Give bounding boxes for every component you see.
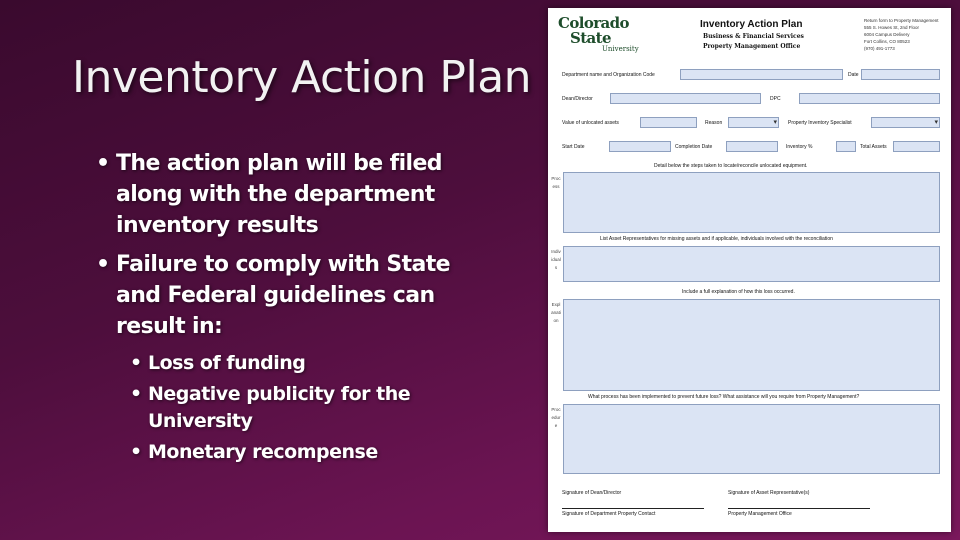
reps-note: List Asset Representatives for missing assets and if applicable, individuals involved with the reconciliation [600,236,833,242]
bullet-marker: • [96,151,110,176]
signature-line [562,508,704,509]
address-line: Return form to Property Management [864,18,939,23]
form-subtitle: Property Management Office [703,43,801,50]
bullet-item [96,249,456,342]
address-line: Fort Collins, CO 80523 [864,39,910,44]
bullet-marker: • [130,441,142,463]
logo-text: Colorado [558,14,629,32]
side-label: Procedure [551,407,561,428]
address-line: (970) 491-1773 [864,46,895,51]
sub-bullet-item [130,350,456,377]
dept-field [680,69,843,80]
dpc-field [799,93,940,104]
signature-label: Property Management Office [728,511,792,517]
reason-label: Reason [705,120,723,126]
bullet-marker: • [96,252,110,277]
inventory-pct-label: Inventory % [786,144,813,150]
slide-title: Inventory Action Plan [72,52,532,103]
dean-field [610,93,761,104]
bullet-text: Negative publicity for the University [148,383,411,432]
start-label: Start Date [562,144,585,150]
form-subtitle: Business & Financial Services [703,33,804,40]
reps-textarea [563,246,940,282]
bullet-list [96,148,456,470]
bullet-text: Monetary recompense [148,441,378,463]
address-line: 6004 Campus Delivery [864,32,910,37]
explanation-note: Include a full explanation of how this loss occurred. [682,289,795,295]
bullet-text: Loss of funding [148,352,306,374]
bullet-text: The action plan will be filed along with the department inventory results [116,151,442,238]
completion-label: Completion Date [675,144,713,150]
specialist-dropdown [871,117,940,128]
signature-label: Signature of Asset Representative(s) [728,490,810,496]
side-label: Explanation [551,302,561,323]
start-field [609,141,671,152]
signature-label: Signature of Department Property Contact [562,511,656,517]
logo-text: State [570,29,611,47]
reason-dropdown [728,117,779,128]
steps-note: Detail below the steps taken to locate/reconcile unlocated equipment. [654,163,808,169]
sub-bullet-item [130,381,456,435]
completion-field [726,141,778,152]
date-field [861,69,940,80]
bullet-text: Failure to comply with State and Federal guidelines can result in: [116,252,450,339]
bullet-marker: • [130,352,142,374]
bullet-item [96,148,456,241]
signature-line [728,508,870,509]
address-line: 555 S. Howes St, 2nd Floor [864,25,920,30]
steps-textarea [563,172,940,233]
explanation-textarea [563,299,940,391]
sub-bullet-item [130,439,456,466]
value-label: Value of unlocated assets [562,120,619,126]
csu-logo [558,16,642,53]
side-label: Process [551,176,561,189]
total-assets-label: Total Assets [860,144,887,150]
total-assets-field [893,141,940,152]
inventory-pct-field [836,141,856,152]
form-title: Inventory Action Plan [700,19,803,30]
logo-text: University [602,45,639,53]
side-label: Individuals [551,249,561,270]
value-field [640,117,697,128]
inventory-action-plan-form-image [548,8,951,532]
processes-note: What process has been implemented to prevent future loss? What assistance will you require from Property Management? [588,394,860,400]
bullet-marker: • [130,383,142,405]
processes-textarea [563,404,940,474]
signature-label: Signature of Dean/Director [562,490,622,496]
dean-label: Dean/Director [562,96,593,102]
specialist-label: Property Inventory Specialist [788,120,852,126]
dept-label: Department name and Organization Code [562,72,655,78]
date-label: Date [848,72,859,78]
dpc-label: DPC [770,96,781,102]
